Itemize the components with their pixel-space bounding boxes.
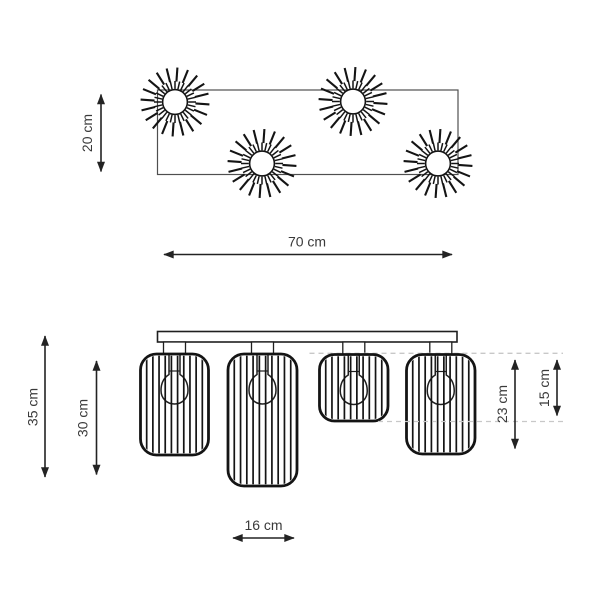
depth-label: 20 cm bbox=[79, 113, 95, 153]
top-view bbox=[79, 67, 472, 254]
lamp-top-view-2 bbox=[228, 129, 297, 198]
cage-shade-3 bbox=[320, 355, 389, 422]
dimension-width bbox=[164, 234, 452, 255]
dimension-short-shade bbox=[536, 360, 557, 416]
dimension-medium-shade bbox=[494, 360, 515, 449]
lamp-top-view-3 bbox=[319, 67, 388, 136]
lamp-top-view-1 bbox=[141, 68, 210, 137]
dimension-shade-width bbox=[233, 517, 294, 538]
cage-shade-4 bbox=[407, 355, 476, 455]
medium-shade-label: 23 cm bbox=[494, 384, 510, 424]
dimension-depth bbox=[79, 95, 101, 172]
cage-shade-1 bbox=[141, 354, 209, 455]
shade-width-label: 16 cm bbox=[244, 517, 283, 533]
dimension-total-height bbox=[25, 336, 46, 477]
long-shade-label: 30 cm bbox=[74, 398, 91, 438]
sunburst-center-circle bbox=[341, 89, 366, 114]
sunburst-center-circle bbox=[426, 151, 451, 176]
total-height-label: 35 cm bbox=[24, 387, 41, 427]
sunburst-center-circle bbox=[163, 90, 188, 115]
lamp-top-view-4 bbox=[404, 129, 473, 198]
cage-shade-2 bbox=[228, 354, 297, 486]
mounting-bar bbox=[158, 332, 458, 343]
dimension-long-shade bbox=[75, 361, 97, 475]
width-label: 70 cm bbox=[287, 233, 327, 250]
front-view bbox=[25, 332, 564, 539]
short-shade-label: 15 cm bbox=[536, 368, 552, 408]
sunburst-center-circle bbox=[250, 151, 275, 176]
